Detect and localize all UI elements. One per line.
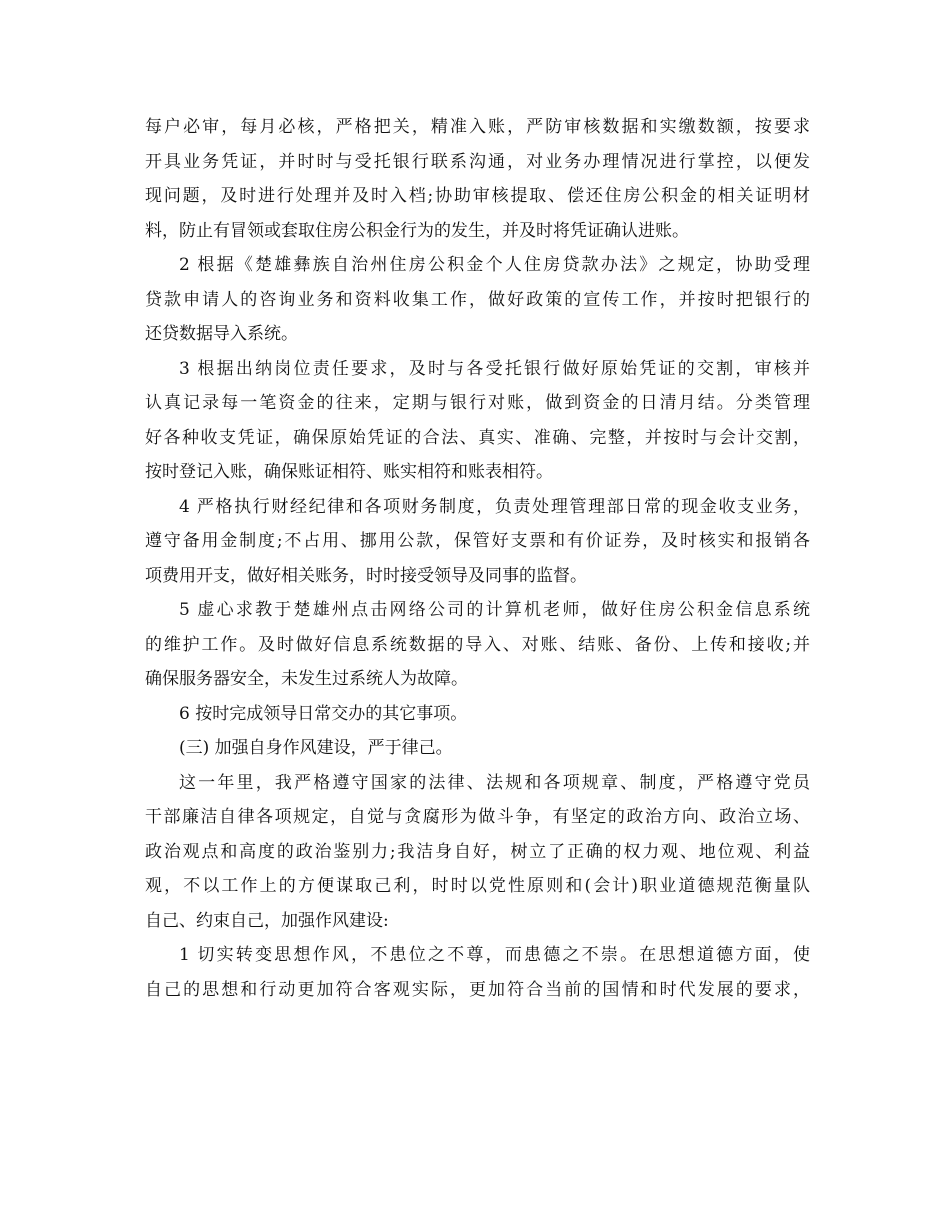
text-line: 现问题，及时进行处理并及时入档;协助审核提取、偿还住房公积金的相关证明材 — [145, 186, 810, 206]
text-line: 认真记录每一笔资金的往来，定期与银行对账，做到资金的日清月结。分类管理 — [145, 393, 810, 413]
text-line: 这一年里，我严格遵守国家的法律、法规和各项规章、制度，严格遵守党员 — [179, 772, 810, 793]
text-line: 干部廉洁自律各项规定，自觉与贪腐形为做斗争，有坚定的政治方向、政治立场、 — [145, 807, 810, 827]
text-line: 自己、约束自己，加强作风建设: — [145, 910, 389, 931]
text-line: 6 按时完成领导日常交办的其它事项。 — [179, 703, 468, 724]
text-line: 5 虚心求教于楚雄州点击网络公司的计算机老师，做好住房公积金信息系统 — [179, 600, 810, 620]
text-line: 确保服务器安全，未发生过系统人为故障。 — [145, 669, 468, 689]
text-line: 料，防止有冒领或套取住房公积金行为的发生，并及时将凭证确认进账。 — [145, 220, 689, 241]
text-line: 贷款申请人的咨询业务和资料收集工作，做好政策的宣传工作，并按时把银行的 — [145, 289, 810, 310]
text-line: 2 根据《楚雄彝族自治州住房公积金个人住房贷款办法》之规定，协助受理 — [179, 255, 810, 275]
text-line: 自己的思想和行动更加符合客观实际，更加符合当前的国情和时代发展的要求， — [145, 979, 810, 1000]
text-line: 的维护工作。及时做好信息系统数据的导入、对账、结账、备份、上传和接收;并 — [145, 634, 810, 655]
text-line: 观，不以工作上的方便谋取己利，时时以党性原则和(会计)职业道德规范衡量队 — [145, 876, 810, 896]
text-line: 4 严格执行财经纪律和各项财务制度，负责处理管理部日常的现金收支业务， — [179, 496, 810, 517]
text-line: 还贷数据导入系统。 — [145, 324, 298, 344]
text-line: 3 根据出纳岗位责任要求，及时与各受托银行做好原始凭证的交割，审核并 — [179, 358, 810, 379]
text-line: 每户必审，每月必核，严格把关，精准入账，严防审核数据和实缴数额，按要求 — [145, 117, 810, 137]
text-line: 开具业务凭证，并时时与受托银行联系沟通，对业务办理情况进行掌控，以便发 — [145, 151, 810, 172]
text-line: 按时登记入账，确保账证相符、账实相符和账表相符。 — [145, 462, 553, 482]
text-line: 政治观点和高度的政治鉴别力;我洁身自好，树立了正确的权力观、地位观、利益 — [145, 841, 810, 862]
text-line: 项费用开支，做好相关账务，时时接受领导及同事的监督。 — [145, 565, 587, 586]
section-heading: (三) 加强自身作风建设，严于律己。 — [179, 738, 453, 758]
text-line: 好各种收支凭证，确保原始凭证的合法、真实、准确、完整，并按时与会计交割， — [145, 427, 810, 448]
document-body — [145, 110, 810, 1007]
text-line: 遵守备用金制度;不占用、挪用公款，保管好支票和有价证券，及时核实和报销各 — [145, 531, 810, 551]
text-line: 1 切实转变思想作风，不患位之不尊，而患德之不崇。在思想道德方面，使 — [179, 945, 810, 965]
